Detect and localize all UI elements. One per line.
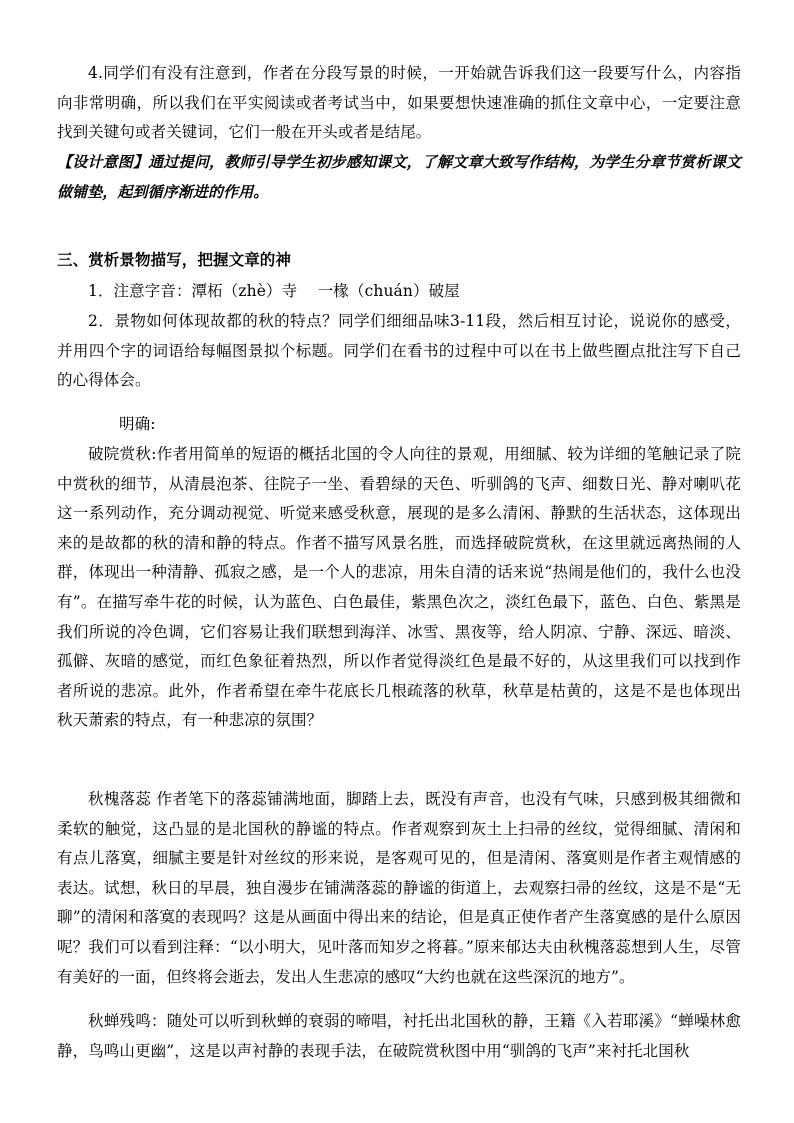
poyuan-title: 破院赏秋 — [88, 445, 152, 463]
clarify-label: 明确: — [119, 415, 156, 433]
paragraph-point-4: 4.同学们有没有注意到，作者在分段写景的时候，一开始就告诉我们这一段要写什么，内容指向非常明确，所以我们在平实阅读或者考试当中，如果要想快速准确的抓住文章中心，一定要注意找到关键句或者关键词，它们一般在开头或者是结尾。 — [57, 64, 741, 142]
huaihua-text: 作者笔下的落蕊铺满地面，脚踏上去，既没有声音，也没有气味，只感到极其细微和柔软的触觉，这凸显的是北国秋的静谧的特点。作者观察到灰土上扫帚的丝纹，觉得细腻、清闲和有点儿落寞，细腻主要是针对丝纹的形来说，是客观可见的，但是清闲、落寞则是作者主观情感的表达。试想，秋日的早晨，独自漫步在铺满落蕊的静谧的街道上，去观察扫帚的丝纹，这是不是“无聊”的清闲和落寞的表现吗？这是从画面中得出来的结论，但是真正使作者产生落寞感的是什么原因呢？我们可以看到注释：“以小明大，见叶落而知岁之将暮。”原来郁达夫由秋槐落蕊想到人生，尽管有美好的一面，但终将会逝去，发出人生悲凉的感叹“大约也就在这些深沉的地方”。 — [57, 790, 741, 986]
paragraph-chan — [57, 1007, 741, 1066]
paragraph-huaihua — [57, 785, 741, 992]
item-pronunciation: 1．注意字音：潭柘（zhè）寺 一椽（chuán）破屋 — [88, 282, 460, 300]
poyuan-text: :作者用简单的短语的概括北国的令人向往的景观，用细腻、较为详细的笔触记录了院中赏秋的细节，从清晨泡茶、往院子一坐、看碧绿的天色、听驯鸽的飞声、细数日光、静对喇叭花这一系列动作，充分调动视觉、听觉来感受秋意，展现的是多么清闲、静默的生活状态，这体现出来的是故都的秋的清和静的特点。作者不描写风景名胜，而选择破院赏秋，在这里就远离热闹的人群，体现出一种清静、孤寂之感，是一个人的悲凉，用朱自清的话来说“热闹是他们的，我什么也没有”。在描写牵牛花的时候，认为蓝色、白色最佳，紫黑色次之，淡红色最下，蓝色、白色、紫黑是我们所说的冷色调，它们容易让我们联想到海洋、冰雪、黑夜等，给人阴凉、宁静、深远、暗淡、孤僻、灰暗的感觉，而红色象征着热烈，所以作者觉得淡红色是最不好的，从这里我们可以找到作者所说的悲凉。此外，作者希望在牵牛花底长几根疏落的秋草，秋草是枯黄的，这是不是也体现出秋天萧索的特点，有一种悲凉的氛围？ — [57, 445, 741, 730]
huaihua-title: 秋槐落蕊 — [88, 790, 152, 808]
chan-text: ：随处可以听到秋蝉的衰弱的啼唱，衬托出北国秋的静，王籍《入若耶溪》“蝉噪林愈静，鸟鸣山更幽”，这是以声衬静的表现手法，在破院赏秋图中用“驯鸽的飞声”来衬托北国秋 — [57, 1012, 742, 1060]
chan-title: 秋蝉残鸣 — [88, 1012, 151, 1030]
design-intent-text: 通过提问，教师引导学生初步感知课文，了解文章大致写作结构，为学生分章节赏析课文做铺垫，起到循序渐进的作用。 — [57, 153, 741, 201]
item-question: 2．景物如何体现故都的秋的特点？同学们细细品味3-11段，然后相互讨论，说说你的感受，并用四个字的词语给每幅图景拟个标题。同学们在看书的过程中可以在书上做些圈点批注写下自己的心得体会。 — [57, 312, 741, 390]
design-intent-paragraph — [57, 148, 741, 207]
section-heading-3: 三、赏析景物描写，把握文章的神 — [57, 251, 292, 269]
paragraph-poyuan — [57, 440, 741, 736]
design-intent-label: 【设计意图】 — [57, 153, 149, 171]
